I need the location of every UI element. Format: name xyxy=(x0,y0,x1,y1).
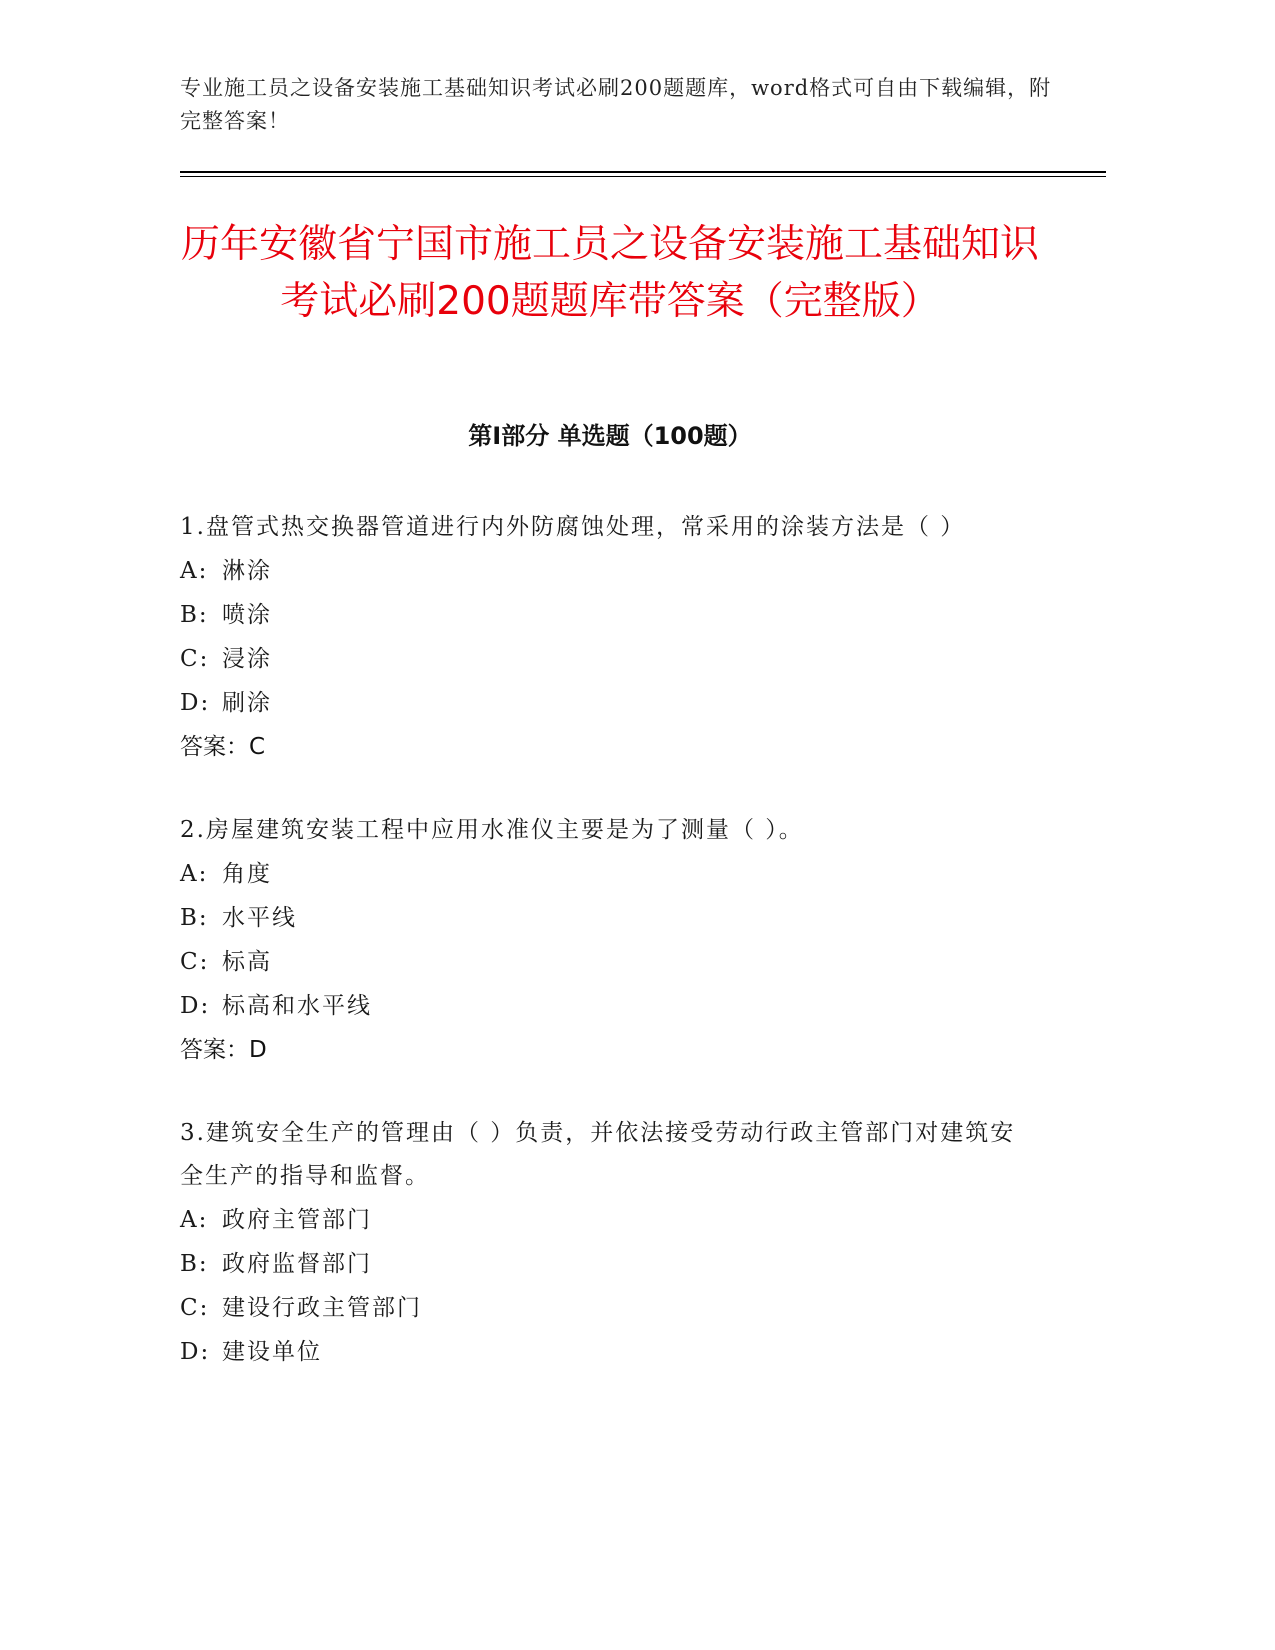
option-text: 标高和水平线 xyxy=(222,993,372,1019)
option-text: 建设单位 xyxy=(222,1339,322,1365)
question-2 xyxy=(180,809,1040,1072)
option-text: 淋涂 xyxy=(222,558,272,584)
option-d xyxy=(180,681,1040,725)
option-letter: D: xyxy=(180,993,211,1019)
option-b xyxy=(180,1242,1040,1286)
option-letter: B: xyxy=(180,1251,209,1277)
answer: 答案：D xyxy=(180,1037,267,1063)
option-b xyxy=(180,593,1040,637)
option-text: 政府主管部门 xyxy=(222,1207,372,1233)
question-stem: 1.盘管式热交换器管道进行内外防腐蚀处理，常采用的涂装方法是（ ） xyxy=(180,514,966,540)
question-1 xyxy=(180,506,1040,769)
option-letter: A: xyxy=(180,1207,209,1233)
option-a xyxy=(180,549,1040,593)
question-list xyxy=(180,506,1040,1414)
option-letter: B: xyxy=(180,602,209,628)
option-a xyxy=(180,852,1040,896)
option-c xyxy=(180,1286,1040,1330)
option-text: 建设行政主管部门 xyxy=(222,1295,422,1321)
option-letter: C: xyxy=(180,646,210,672)
option-text: 刷涂 xyxy=(222,690,272,716)
option-text: 喷涂 xyxy=(222,602,272,628)
question-stem: 3.建筑安全生产的管理由（ ）负责，并依法接受劳动行政主管部门对建筑安全生产的指导和监督。 xyxy=(180,1120,1016,1189)
document-title: 历年安徽省宁国市施工员之设备安装施工基础知识考试必刷200题题库带答案（完整版） xyxy=(180,222,1039,324)
option-text: 政府监督部门 xyxy=(222,1251,372,1277)
option-letter: D: xyxy=(180,1339,211,1365)
option-letter: B: xyxy=(180,905,209,931)
option-a xyxy=(180,1198,1040,1242)
question-stem: 2.房屋建筑安装工程中应用水准仪主要是为了测量（ ）。 xyxy=(180,817,804,843)
option-text: 标高 xyxy=(222,949,272,975)
answer: 答案：C xyxy=(180,734,266,760)
option-d xyxy=(180,1330,1040,1374)
option-text: 浸涂 xyxy=(222,646,272,672)
header-rule-thin xyxy=(180,176,1106,177)
option-letter: C: xyxy=(180,1295,210,1321)
option-letter: A: xyxy=(180,558,209,584)
header-rule-thick xyxy=(180,171,1106,173)
option-b xyxy=(180,896,1040,940)
option-c xyxy=(180,940,1040,984)
option-letter: C: xyxy=(180,949,210,975)
question-3 xyxy=(180,1112,1040,1374)
option-letter: A: xyxy=(180,861,209,887)
option-text: 角度 xyxy=(222,861,272,887)
option-d xyxy=(180,984,1040,1028)
option-letter: D: xyxy=(180,690,211,716)
option-text: 水平线 xyxy=(222,905,297,931)
section-title: 第I部分 单选题（100题） xyxy=(468,422,752,450)
header-note: 专业施工员之设备安装施工基础知识考试必刷200题题库，word格式可自由下载编辑，附完整答案！ xyxy=(180,76,1052,133)
option-c xyxy=(180,637,1040,681)
